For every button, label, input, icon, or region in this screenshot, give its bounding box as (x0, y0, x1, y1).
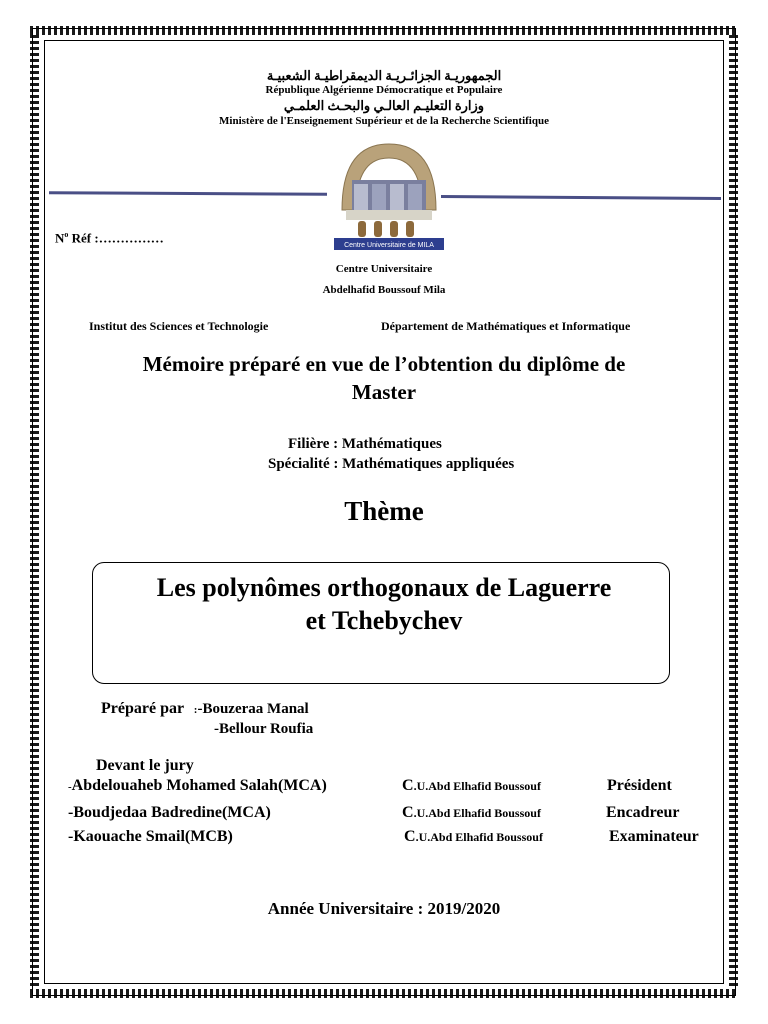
academic-year: Année Universitaire : 2019/2020 (267, 899, 501, 918)
prepared-by: Préparé par :-Bouzeraa Manal (101, 700, 309, 717)
jury-member-affiliation: C.U.Abd Elhafid Boussouf (402, 804, 541, 821)
university-logo (328, 140, 450, 252)
prepared-by-label: Préparé par (101, 700, 184, 717)
header-arabic-ministry: وزارة التعليـم العالـي والبحـث العلمـي (283, 98, 485, 113)
student-2: -Bellour Roufia (214, 721, 314, 737)
filiere-label: Filière : Mathématiques (288, 436, 442, 452)
institution-subname: Abdelhafid Boussouf Mila (322, 284, 446, 296)
jury-member-name: -Kaouache Smail(MCB) (68, 828, 233, 845)
jury-member-role: Encadreur (606, 804, 680, 821)
specialite-label: Spécialité : Mathématiques appliquées (268, 456, 515, 472)
jury-member-name: -Boudjedaa Badredine(MCA) (68, 804, 271, 821)
jury-member-name: -Abdelouaheb Mohamed Salah(MCA) (68, 777, 327, 794)
university-logo-icon (328, 140, 450, 252)
logo-caption: Centre Universitaire de MILA (344, 242, 434, 249)
institution-name: Centre Universitaire (335, 263, 433, 275)
header-french-ministry: Ministère de l'Enseignement Supérieur et de la Recherche Scientifique (219, 115, 549, 127)
student-1: -Bouzeraa Manal (197, 701, 309, 717)
header-arabic-republic: الجمهوريـة الجزائـريـة الديمقراطيـة الشعبيـة (266, 68, 502, 83)
theme-title-line1: Les polynômes orthogonaux de Laguerre (156, 573, 612, 602)
institute-label: Institut des Sciences et Technologie (89, 319, 269, 333)
jury-member-role: Président (607, 777, 672, 794)
jury-member-role: Examinateur (609, 828, 699, 845)
jury-heading: Devant le jury (96, 757, 194, 774)
jury-member-affiliation: C.U.Abd Elhafid Boussouf (404, 828, 543, 845)
department-label: Département de Mathématiques et Informatique (381, 319, 631, 333)
memoire-title-line2: Master (351, 380, 417, 404)
memoire-title-line1: Mémoire préparé en vue de l’obtention du diplôme de (142, 352, 626, 376)
header-french-republic: République Algérienne Démocratique et Populaire (265, 84, 503, 96)
theme-title-line2: et Tchebychev (305, 606, 463, 635)
jury-member-affiliation: C.U.Abd Elhafid Boussouf (402, 777, 541, 794)
theme-heading: Thème (344, 496, 424, 526)
reference-number: $N^o$ Réf :…………… (55, 230, 164, 246)
